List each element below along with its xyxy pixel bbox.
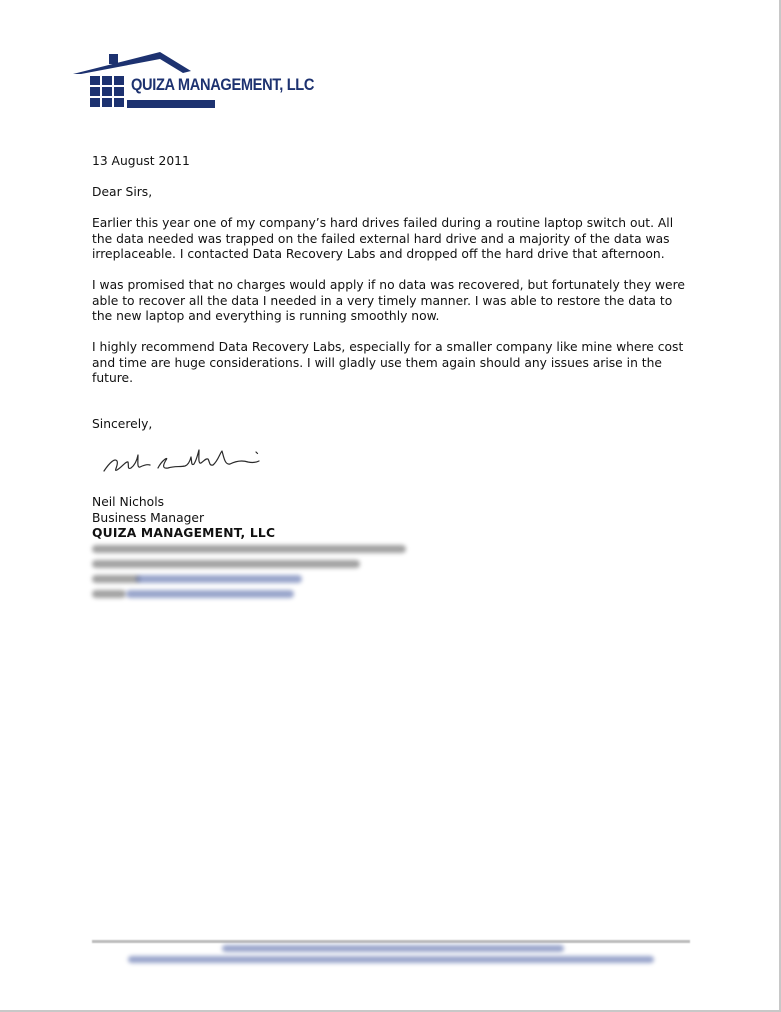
redacted-web-label [92,590,126,598]
body-paragraph: I was promised that no charges would apply if no data was recovered, but fortunately they were able to recover all the data I needed in a very timely manner. I was able to restore the data to the new laptop and everything is running smoothly now. [92,278,685,324]
redacted-email-label [92,575,140,583]
redacted-email-link [136,575,302,583]
redacted-web-link [126,590,294,598]
redacted-footer-address-line [128,956,654,963]
letter-date: 13 August 2011 [92,154,190,168]
redacted-address-line [92,545,406,553]
redacted-footer-contact-line [222,945,564,952]
signer-name: Neil Nichols [92,495,165,509]
letter-closing: Sincerely, [92,417,153,431]
signer-company: QUIZA MANAGEMENT, LLC [92,526,276,541]
redacted-phone-line [92,560,360,568]
handwritten-signature [100,446,265,478]
body-paragraph: Earlier this year one of my company’s hard drives failed during a routine laptop switch out. All the data needed was trapped on the failed external hard drive and a majority of the data was irreplaceable. I contacted Data Recovery Labs and dropped off the hard drive that afternoon. [92,216,674,262]
footer-divider [92,940,690,943]
signer-title: Business Manager [92,510,205,525]
body-paragraph: I highly recommend Data Recovery Labs, especially for a smaller company like mine where cost and time are huge considerations. I will gladly use them again should any issues arise in the future. [92,340,684,386]
logo-wordmark: QUIZA MANAGEMENT, LLC [131,75,315,94]
company-logo [72,50,315,114]
letter-greeting: Dear Sirs, [92,185,153,199]
signature-block [92,495,275,542]
